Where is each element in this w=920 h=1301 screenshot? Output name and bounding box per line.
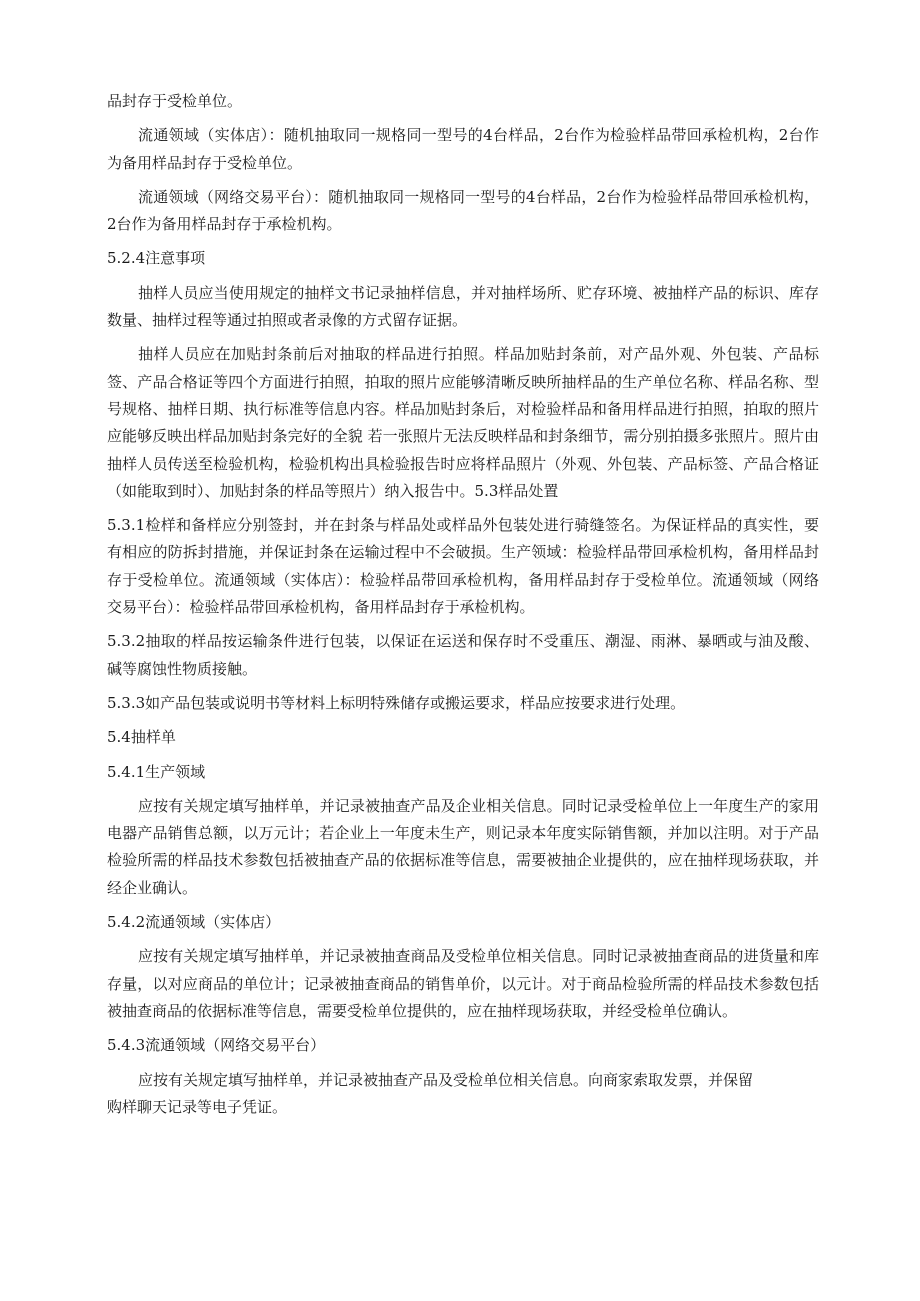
numbered-paragraph: 5.3.2抽取的样品按运输条件进行包装，以保证在运送和保存时不受重压、潮湿、雨淋、暴晒或与油及酸、碱等腐蚀性物质接触。 [107,632,819,678]
section-heading: 5.4抽样单 [107,728,176,747]
document-body [107,88,819,1121]
section-heading: 5.4.1生产领域 [107,762,206,781]
last-paragraph-line-1: 应按有关规定填写抽样单，并记录被抽查产品及受检单位相关信息。向商家索取发票，并保留 [138,1070,754,1089]
section-heading: 5.4.3流通领域（网络交易平台） [107,1036,326,1055]
paragraph: 流通领域（实体店）：随机抽取同一规格同一型号的4台样品，2台作为检验样品带回承检机构，2台作为备用样品封存于受检单位。 [107,126,819,172]
paragraph: 抽样人员应当使用规定的抽样文书记录抽样信息，并对抽样场所、贮存环境、被抽样产品的标识、库存数量、抽样过程等通过拍照或者录像的方式留存证据。 [107,283,819,330]
paragraph: 品封存于受检单位。 [107,92,243,110]
last-paragraph-line-2: 购样聊天记录等电子凭证。 [107,1097,288,1116]
section-heading: 5.2.4注意事项 [107,249,206,268]
section-heading: 5.4.2流通领域（实体店） [107,913,281,932]
numbered-paragraph: 5.3.3如产品包装或说明书等材料上标明特殊储存或搬运要求，样品应按要求进行处理。 [107,693,686,712]
paragraph: 流通领域（网络交易平台）：随机抽取同一规格同一型号的4台样品，2台作为检验样品带回承检机构，2台作为备用样品封存于承检机构。 [107,187,819,234]
paragraph: 应按有关规定填写抽样单，并记录被抽查产品及企业相关信息。同时记录受检单位上一年度生产的家用电器产品销售总额，以万元计；若企业上一年度未生产，则记录本年度实际销售额，并加以注明。对于产品检验所需的样品技术参数包括被抽查产品的依据标准等信息，需要被抽企业提供的，应在抽样现场获取，并经企业确认。 [107,796,819,897]
numbered-paragraph: 5.3.1检样和备样应分别签封，并在封条与样品处或样品外包装处进行骑缝签名。为保证样品的真实性，要有相应的防拆封措施，并保证封条在运输过程中不会破损。生产领域：检验样品带回承检机构，备用样品封存于受检单位。流通领域（实体店）：检验样品带回承检机构，备用样品封存于受检单位。流通领域（网络交易平台）：检验样品带回承检机构，备用样品封存于承检机构。 [107,516,819,617]
paragraph: 应按有关规定填写抽样单，并记录被抽查商品及受检单位相关信息。同时记录被抽查商品的进货量和库存量，以对应商品的单位计；记录被抽查商品的销售单价，以元计。对于商品检验所需的样品技术参数包括被抽查商品的依据标准等信息，需要受检单位提供的，应在抽样现场获取，并经受检单位确认。 [107,947,819,1020]
last-paragraph [107,1067,819,1122]
paragraph: 抽样人员应在加贴封条前后对抽取的样品进行拍照。样品加贴封条前，对产品外观、外包装、产品标签、产品合格证等四个方面进行拍照，拍取的照片应能够清晰反映所抽样品的生产单位名称、样品名称、型号规格、抽样日期、执行标准等信息内容。样品加贴封条后，对检验样品和备用样品进行拍照，拍取的照片应能够反映出样品加贴封条完好的全貌 若一张照片无法反映样品和封条细节，需分别拍摄多张照片。照片由抽样人员传送至检验机构，检验机构出具检验报告时应将样品照片（外观、外包装、产品标签、产品合格证（如能取到时）、加贴封条的样品等照片）纳入报告中。5.3样品处置 [107,345,819,500]
